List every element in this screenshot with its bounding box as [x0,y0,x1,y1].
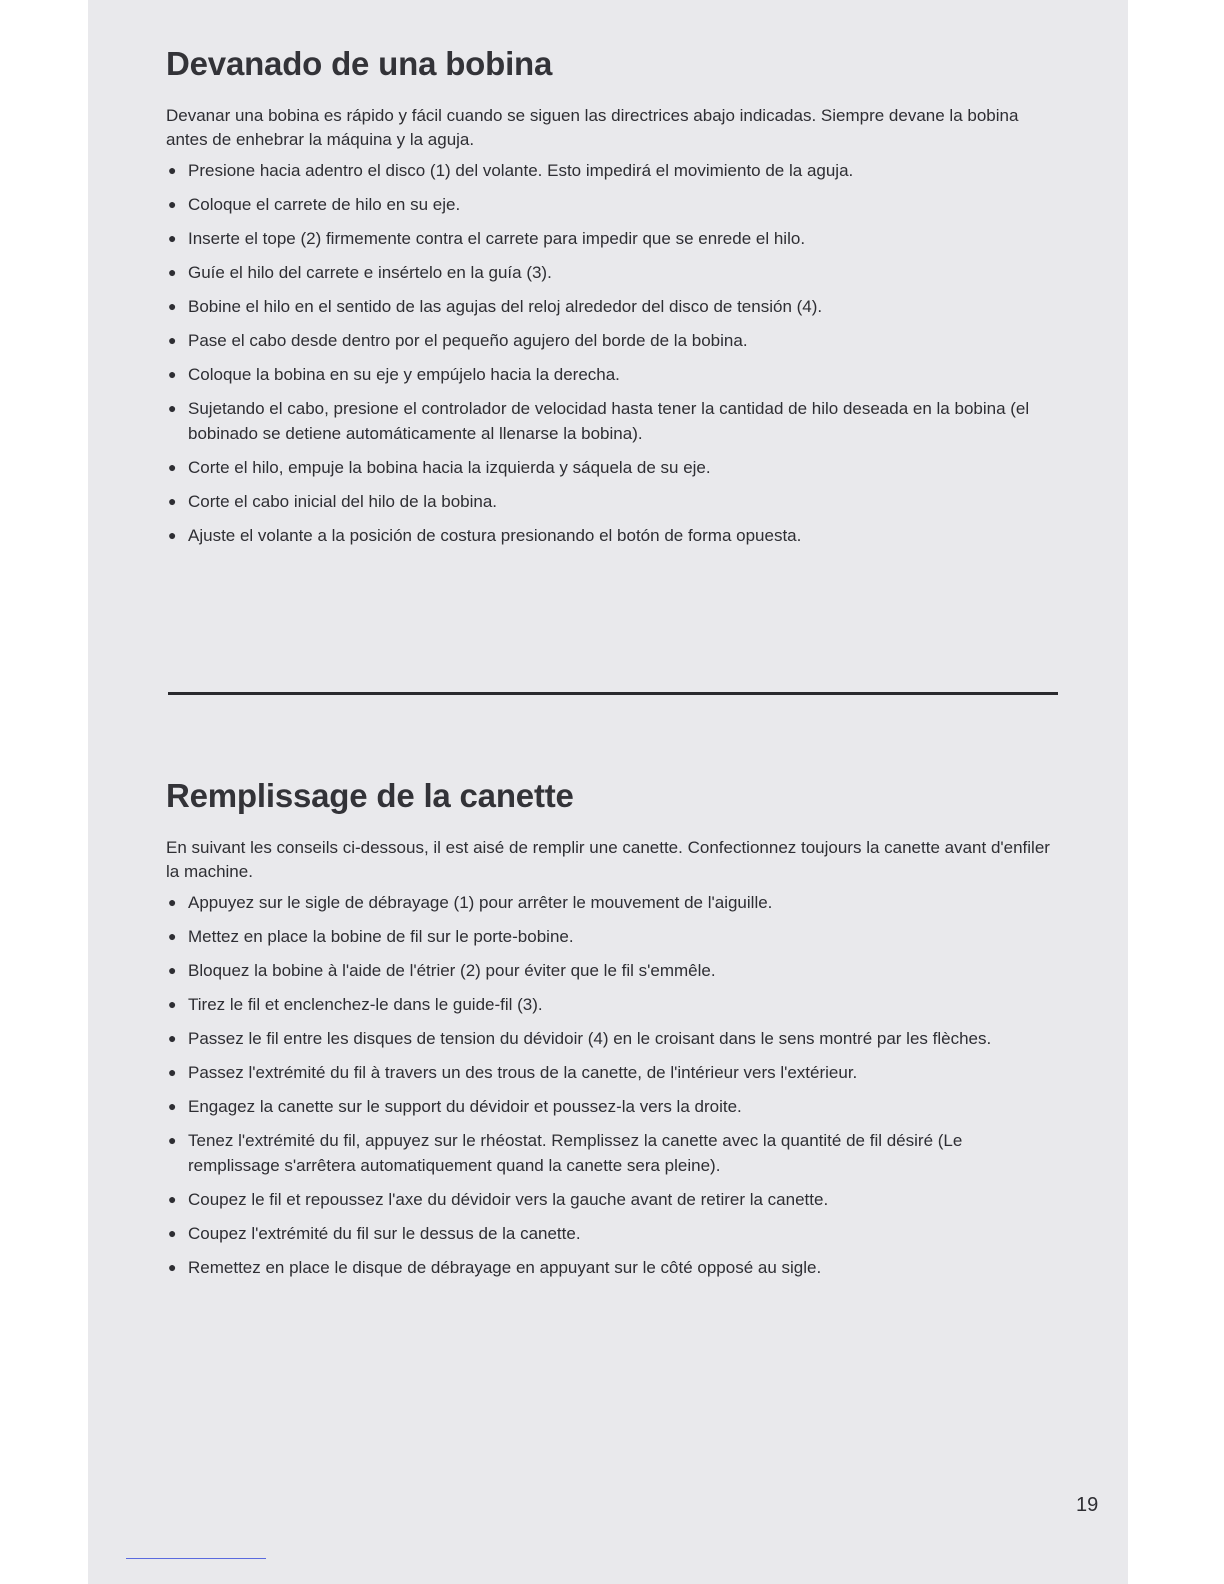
list-item-text: Tenez l'extrémité du fil, appuyez sur le rhéostat. Remplissez la canette avec la quantité de fil désiré (Le remplissage s'arrêtera automatiquement quand la canette sera pleine). [188,1131,963,1175]
instruction-list-es [166,158,1056,548]
bullet-icon: ● [168,264,177,280]
list-item [166,396,1056,446]
list-item-text: Pase el cabo desde dentro por el pequeño agujero del borde de la bobina. [188,331,748,350]
list-item [166,1128,1056,1178]
list-item [166,455,1056,480]
page-number: 19 [1076,1494,1099,1516]
bullet-icon: ● [168,527,177,543]
list-item [166,158,1056,183]
bullet-icon: ● [168,1191,177,1207]
bullet-icon: ● [168,1064,177,1080]
bullet-icon: ● [168,298,177,314]
list-item-text: Inserte el tope (2) firmemente contra el carrete para impedir que se enrede el hilo. [188,229,806,248]
list-item-text: Appuyez sur le sigle de débrayage (1) pour arrêter le mouvement de l'aiguille. [188,893,773,912]
list-item-text: Bloquez la bobine à l'aide de l'étrier (2) pour éviter que le fil s'emmêle. [188,961,716,980]
list-item-text: Corte el cabo inicial del hilo de la bobina. [188,492,498,511]
list-item [166,924,1056,949]
list-item [166,1026,1056,1051]
list-item-text: Guíe el hilo del carrete e insértelo en la guía (3). [188,263,552,282]
list-item [166,992,1056,1017]
bullet-icon: ● [168,962,177,978]
list-item [166,523,1056,548]
list-item [166,958,1056,983]
list-item [166,294,1056,319]
list-item-text: Sujetando el cabo, presione el controlador de velocidad hasta tener la cantidad de hilo deseada en la bobina (el bobinado se detiene automáticamente al llenarse la bobina). [188,399,1030,443]
list-item-text: Passez l'extrémité du fil à travers un des trous de la canette, de l'intérieur vers l'extérieur. [188,1063,858,1082]
list-item-text: Bobine el hilo en el sentido de las agujas del reloj alrededor del disco de tensión (4). [188,297,823,316]
list-item-text: Coloque el carrete de hilo en su eje. [188,195,461,214]
section-title-es: Devanado de una bobina [166,45,553,82]
list-item-text: Coupez l'extrémité du fil sur le dessus de la canette. [188,1224,581,1243]
bullet-icon: ● [168,928,177,944]
list-item [166,489,1056,514]
bullet-icon: ● [168,1225,177,1241]
bullet-icon: ● [168,366,177,382]
list-item [166,1094,1056,1119]
instruction-list-fr [166,890,1056,1280]
section-spanish [166,44,1056,557]
section-divider [168,692,1058,695]
list-item-text: Passez le fil entre les disques de tension du dévidoir (4) en le croisant dans le sens montré par les flèches. [188,1029,992,1048]
section-title-fr: Remplissage de la canette [166,777,574,814]
bullet-icon: ● [168,1132,177,1148]
list-item [166,260,1056,285]
bullet-icon: ● [168,493,177,509]
list-item [166,362,1056,387]
bullet-icon: ● [168,1098,177,1114]
list-item [166,192,1056,217]
list-item-text: Mettez en place la bobine de fil sur le porte-bobine. [188,927,574,946]
bullet-icon: ● [168,196,177,212]
list-item [166,890,1056,915]
list-item [166,1060,1056,1085]
section-intro-es: Devanar una bobina es rápido y fácil cuando se siguen las directrices abajo indicadas. Siempre devane la bobina antes de enhebrar la máquina y la aguja. [166,106,1019,149]
bullet-icon: ● [168,996,177,1012]
bullet-icon: ● [168,1030,177,1046]
list-item [166,1221,1056,1246]
bullet-icon: ● [168,162,177,178]
list-item [166,1255,1056,1280]
bullet-icon: ● [168,400,177,416]
bullet-icon: ● [168,894,177,910]
bullet-icon: ● [168,459,177,475]
footer-rule [126,1558,266,1559]
bullet-icon: ● [168,230,177,246]
list-item-text: Ajuste el volante a la posición de costura presionando el botón de forma opuesta. [188,526,802,545]
list-item [166,328,1056,353]
list-item-text: Tirez le fil et enclenchez-le dans le guide-fil (3). [188,995,543,1014]
list-item-text: Corte el hilo, empuje la bobina hacia la izquierda y sáquela de su eje. [188,458,711,477]
list-item-text: Engagez la canette sur le support du dévidoir et poussez-la vers la droite. [188,1097,742,1116]
bullet-icon: ● [168,332,177,348]
list-item [166,1187,1056,1212]
list-item-text: Presione hacia adentro el disco (1) del volante. Esto impedirá el movimiento de la aguja. [188,161,854,180]
list-item-text: Coloque la bobina en su eje y empújelo hacia la derecha. [188,365,620,384]
section-intro-fr: En suivant les conseils ci-dessous, il est aisé de remplir une canette. Confectionnez toujours la canette avant d'enfiler la machine. [166,838,1050,881]
section-french [166,776,1056,1289]
bullet-icon: ● [168,1259,177,1275]
list-item-text: Remettez en place le disque de débrayage en appuyant sur le côté opposé au sigle. [188,1258,822,1277]
list-item-text: Coupez le fil et repoussez l'axe du dévidoir vers la gauche avant de retirer la canette. [188,1190,829,1209]
list-item [166,226,1056,251]
